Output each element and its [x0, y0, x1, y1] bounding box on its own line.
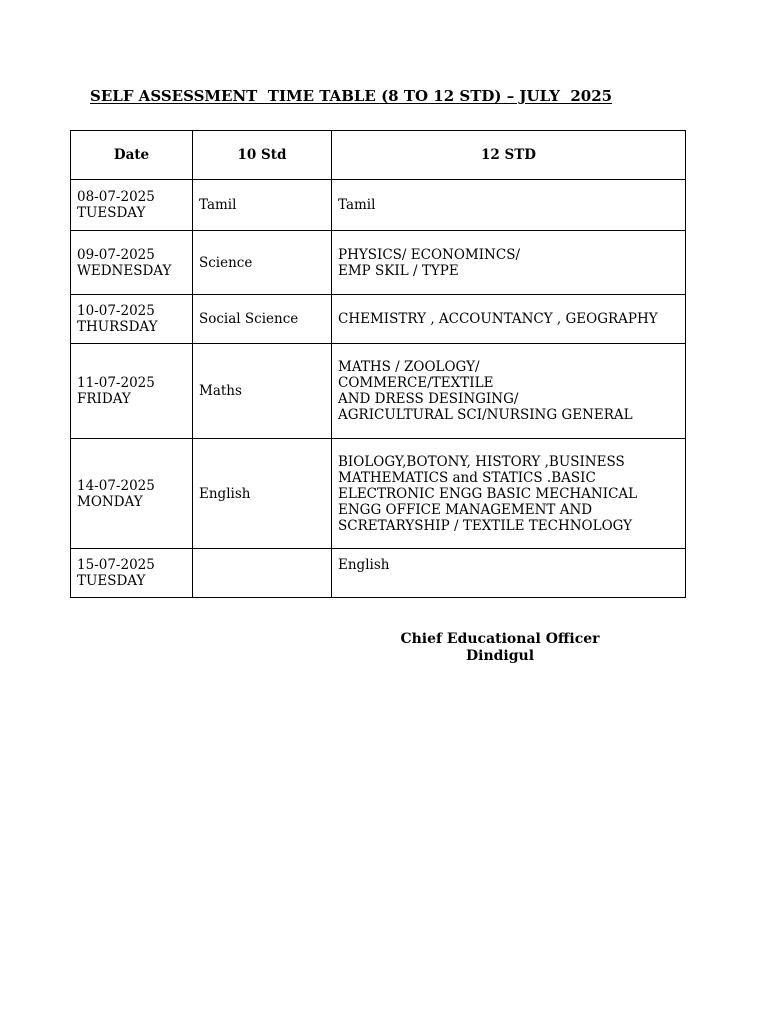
date-cell: 15-07-2025 TUESDAY [71, 549, 193, 598]
date-cell: 09-07-2025 WEDNESDAY [71, 231, 193, 295]
std12-cell: PHYSICS/ ECONOMINCS/ EMP SKIL / TYPE [332, 231, 686, 295]
timetable-body [71, 180, 686, 598]
table-row [71, 180, 686, 231]
date-cell: 08-07-2025 TUESDAY [71, 180, 193, 231]
header-row [71, 131, 686, 180]
std12-cell: BIOLOGY,BOTONY, HISTORY ,BUSINESS MATHEMATICS and STATICS .BASIC ELECTRONIC ENGG BASIC MECHANICAL ENGG OFFICE MANAGEMENT AND SCRETARYSHIP / TEXTILE TECHNOLOGY [332, 439, 686, 549]
signature-block [385, 631, 615, 665]
date-cell: 11-07-2025 FRIDAY [71, 344, 193, 439]
std10-cell [193, 549, 332, 598]
signature-title: Chief Educational Officer [400, 631, 600, 647]
timetable [70, 130, 686, 598]
std10-cell: Tamil [193, 180, 332, 231]
std10-cell: English [193, 439, 332, 549]
page-title: SELF ASSESSMENT TIME TABLE (8 TO 12 STD) – JULY 2025 [90, 87, 613, 105]
date-cell: 10-07-2025 THURSDAY [71, 295, 193, 344]
std10-cell: Maths [193, 344, 332, 439]
header-date: Date [71, 131, 193, 180]
signature-location: Dindigul [465, 648, 535, 664]
std10-cell: Science [193, 231, 332, 295]
table-row [71, 295, 686, 344]
std12-cell: CHEMISTRY , ACCOUNTANCY , GEOGRAPHY [332, 295, 686, 344]
timetable-header [71, 131, 686, 180]
std12-cell: Tamil [332, 180, 686, 231]
std12-cell: English [332, 549, 686, 598]
table-row [71, 344, 686, 439]
table-row [71, 439, 686, 549]
std10-cell: Social Science [193, 295, 332, 344]
date-cell: 14-07-2025 MONDAY [71, 439, 193, 549]
std12-cell: MATHS / ZOOLOGY/ COMMERCE/TEXTILE AND DRESS DESINGING/ AGRICULTURAL SCI/NURSING GENERAL [332, 344, 686, 439]
header-12-std: 12 STD [332, 131, 686, 180]
table-row [71, 549, 686, 598]
header-10-std: 10 Std [193, 131, 332, 180]
table-row [71, 231, 686, 295]
